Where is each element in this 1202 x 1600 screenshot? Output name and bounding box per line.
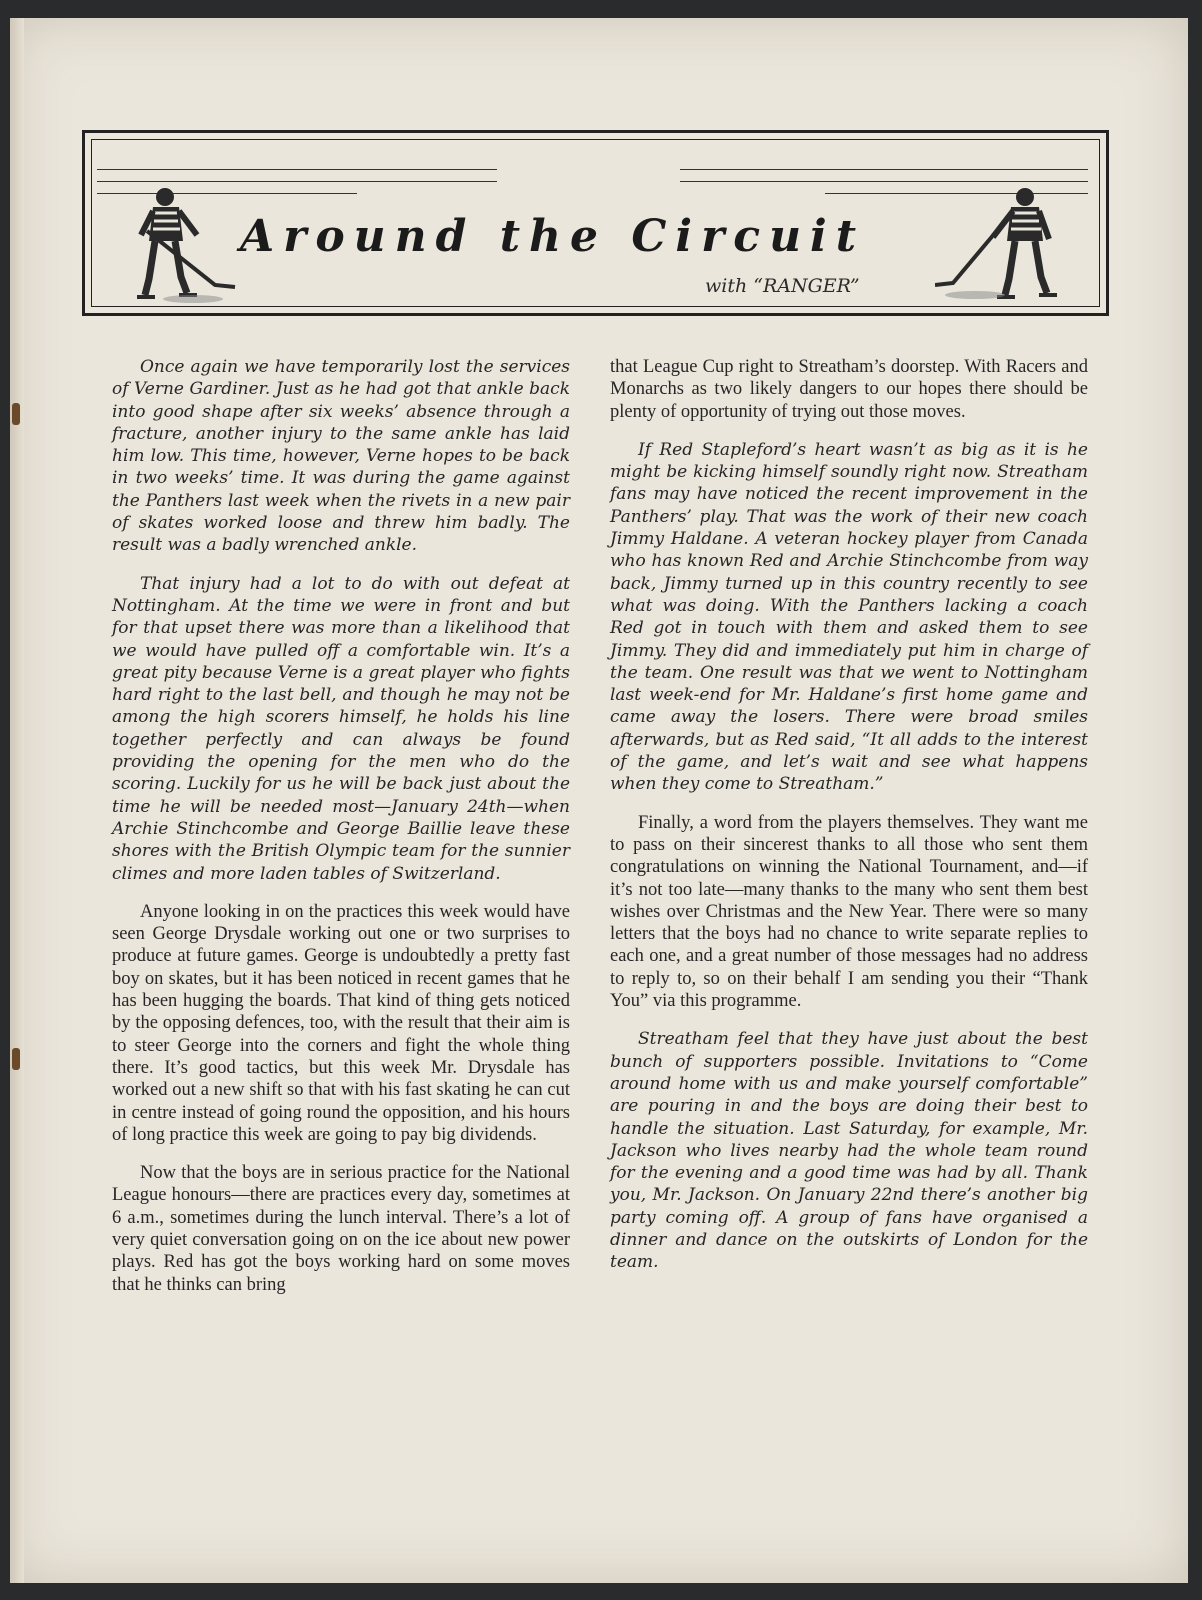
banner-rule — [97, 181, 497, 182]
article-column-left — [112, 356, 570, 1312]
banner-rule — [680, 181, 1088, 182]
hockey-player-icon — [127, 183, 237, 308]
magazine-page — [10, 18, 1188, 1583]
staple — [12, 403, 20, 425]
page-spine — [10, 18, 24, 1583]
article-paragraph: Anyone looking in on the practices this week would have seen George Drysdale working out one or two surprises to produce at future games. George is undoubtedly a pretty fast boy on skates, but it has been noticed in recent games that he has been hugging the boards. That kind of thing gets noticed by the opposing defences, too, with the result that their aim is to steer George into the corners and fight the whole thing there. It’s good tactics, but this week Mr. Drysdale has worked out a new shift so that with his fast skating he can cut in centre instead of going round the opposition, and his hours of long practice this week are going to pay big dividends. — [112, 901, 570, 1145]
banner-rule — [97, 169, 497, 170]
article-paragraph: Streatham feel that they have just about the best bunch of supporters possible. Invitations to “Come around home with us and make yourself comfortable” are pouring in and the boys are doing their best to handle the situation. Last Saturday, for example, Mr. Jackson who lives nearby had the whole team round for the evening and a good time was had by all. Thank you, Mr. Jackson. On January 22nd there’s another big party coming off. A group of fans have organised a dinner and dance on the outskirts of London for the team. — [610, 1029, 1088, 1273]
article-column-right — [610, 356, 1088, 1290]
article-paragraph: Once again we have temporarily lost the services of Verne Gardiner. Just as he had got that ankle back into good shape after six weeks’ absence through a fracture, another injury to the same ankle has laid him low. This time, however, Verne hopes to be back in two weeks’ time. It was during the game against the Panthers last week when the rivets in a new pair of skates worked loose and threw him badly. The result was a badly wrenched ankle. — [112, 357, 570, 556]
article-paragraph: Now that the boys are in serious practice for the National League honours—there are practices every day, sometimes at 6 a.m., sometimes during the lunch interval. There’s a lot of very quiet conversation going on on the ice about new power plays. Red has got the boys working hard on some moves that he thinks can bring — [112, 1163, 570, 1295]
staple — [12, 1048, 20, 1070]
banner-rule — [680, 169, 1088, 170]
article-paragraph: that League Cup right to Streatham’s doorstep. With Racers and Monarchs as two likely dangers to our hopes there should be plenty of opportunity of trying out those moves. — [610, 357, 1088, 422]
article-paragraph: If Red Stapleford’s heart wasn’t as big as it is he might be kicking himself soundly right now. Streatham fans may have noticed the recent improvement in the Panthers’ play. That was the work of their new coach Jimmy Haldane. A veteran hockey player from Canada who has known Red and Archie Stinchcombe from way back, Jimmy turned up in this country recently to see what was doing. With the Panthers lacking a coach Red got in touch with them and asked them to see Jimmy. They did and immediately put him in charge of the team. One result was that we went to Nottingham last week-end for Mr. Haldane’s first home game and came away the losers. There were broad smiles afterwards, but as Red said, “It all adds to the interest of the game, and let’s wait and see what happens when they come to Streatham.” — [610, 439, 1088, 795]
article-paragraph: That injury had a lot to do with out defeat at Nottingham. At the time we were in front and but for that upset there was more than a likelihood that we would have pulled off a comfortable win. It’s a great pity because Verne is a great player who fights hard right to the last bell, and though he may not be among the high scorers himself, he holds his line together perfectly and can always be found providing the opening for the men who do the scoring. Luckily for us he will be back just about the time he will be needed most—January 24th—when Archie Stinchcombe and George Baillie leave these shores with the British Olympic team for the sunnier climes and more laden tables of Switzerland. — [112, 573, 570, 884]
article-header-banner — [82, 130, 1109, 316]
article-paragraph: Finally, a word from the players themselves. They want me to pass on their sincerest thanks to all those who sent them congratulations on winning the National Tournament, and—if it’s not too late—many thanks to the many who sent them best wishes over Christmas and the New Year. There were so many letters that the boys had no chance to write separate replies to each one, and a great number of those messages had no address to reply to, so on their behalf I am sending you their “Thank You” via this programme. — [610, 812, 1088, 1012]
hockey-player-icon — [935, 183, 1065, 308]
article-title: Around the Circuit — [240, 211, 866, 262]
article-byline: with “RANGER” — [705, 275, 860, 297]
